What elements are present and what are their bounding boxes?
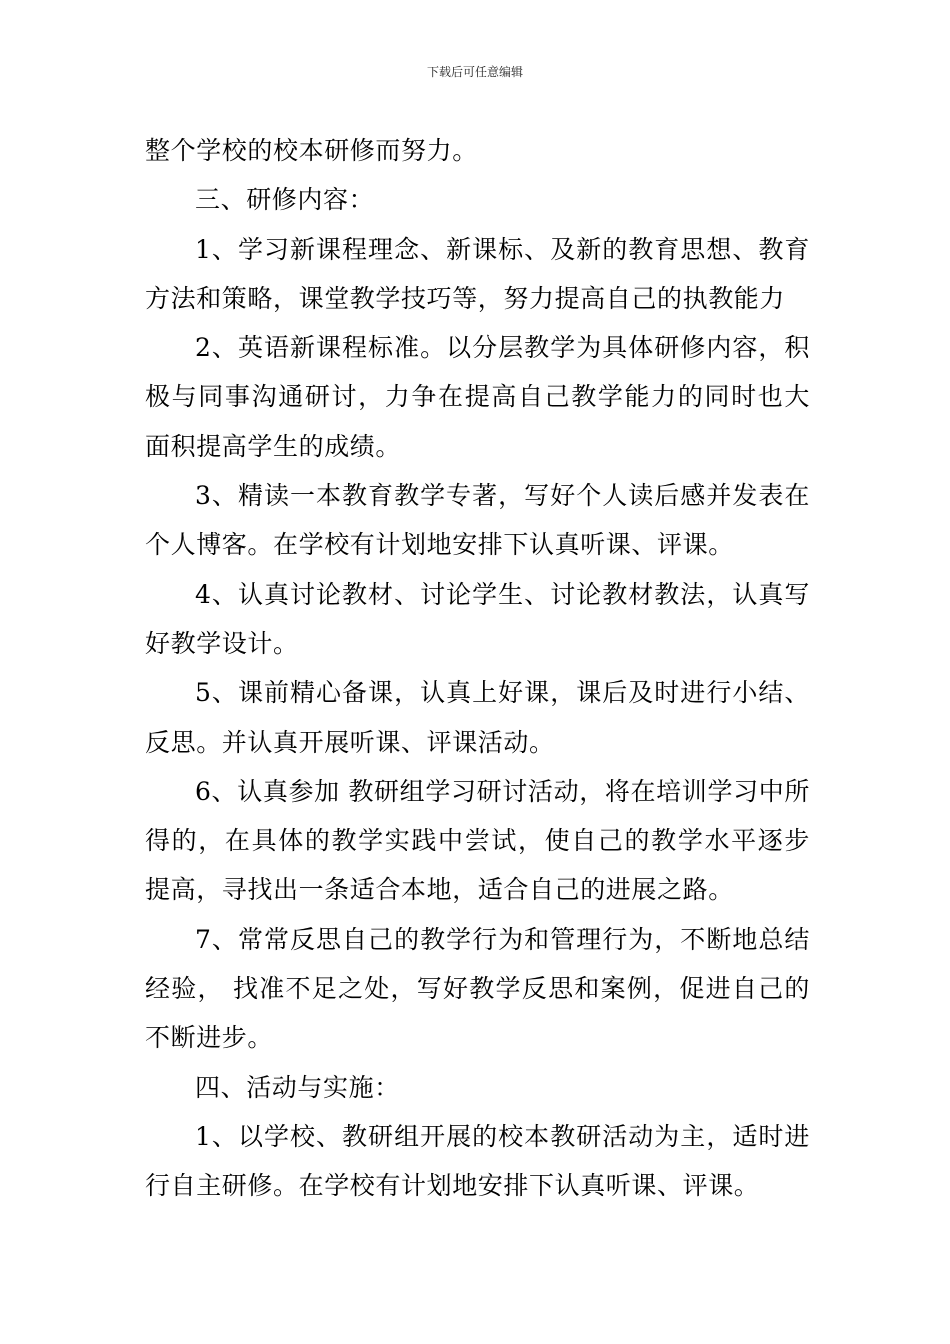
list-item-4: 4、认真讨论教材、讨论学生、讨论教材教法，认真写好教学设计。 xyxy=(145,579,810,658)
list-item-1: 1、学习新课程理念、新课标、及新的教育思想、教育方法和策略，课堂教学技巧等，努力提高自己的执教能力 xyxy=(145,234,810,313)
section-heading-activities: 四、活动与实施： xyxy=(195,1072,400,1102)
list-item-5: 5、课前精心备课，认真上好课，课后及时进行小结、反思。并认真开展听课、评课活动。 xyxy=(145,678,810,757)
document-body xyxy=(145,126,810,1211)
section-heading-research-content: 三、研修内容： xyxy=(195,185,375,215)
page-header: 下载后可任意编辑 xyxy=(426,65,523,79)
paragraph-continuation: 整个学校的校本研修而努力。 xyxy=(145,136,478,165)
list-item-3: 3、精读一本教育教学专著，写好个人读后感并发表在个人博客。在学校有计划地安排下认真听课、评课。 xyxy=(145,481,810,560)
list-item-7: 7、常常反思自己的教学行为和管理行为，不断地总结经验， 找准不足之处，写好教学反思和案例，促进自己的不断进步。 xyxy=(145,924,810,1053)
activity-item-1: 1、以学校、教研组开展的校本教研活动为主，适时进行自主研修。在学校有计划地安排下认真听课、评课。 xyxy=(145,1121,810,1201)
list-item-6: 6、认真参加 教研组学习研讨活动，将在培训学习中所得的，在具体的教学实践中尝试，使自己的教学水平逐步提高，寻找出一条适合本地，适合自己的进展之路。 xyxy=(145,776,810,905)
list-item-2: 2、英语新课程标准。以分层教学为具体研修内容，积极与同事沟通研讨，力争在提高自己教学能力的同时也大面积提高学生的成绩。 xyxy=(145,333,810,461)
